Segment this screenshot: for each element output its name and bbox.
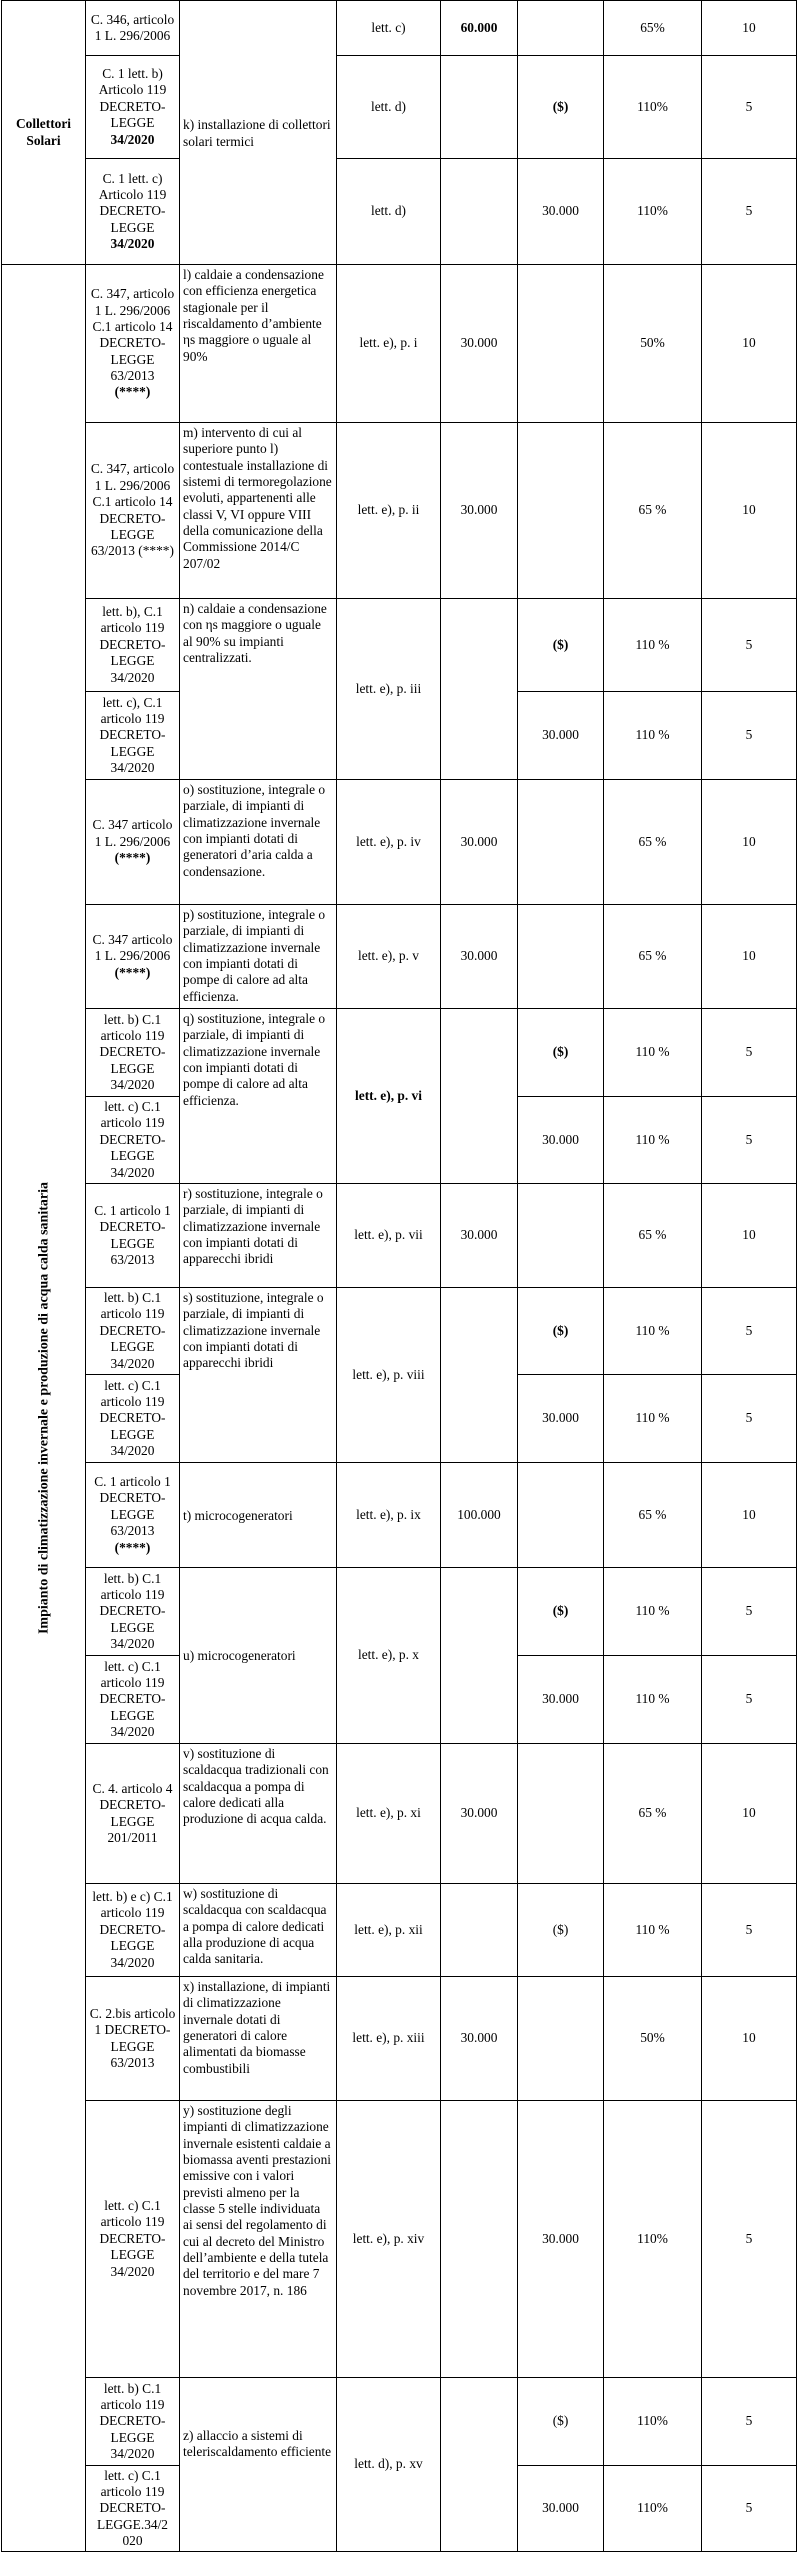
- norm-cell: C. 347, articolo 1 L. 296/2006 C.1 articolo 14 DECRETO-LEGGE 63/2013 (****): [86, 423, 180, 599]
- limit-cell: [518, 265, 604, 423]
- table-row: [2, 1884, 797, 1977]
- years-cell: 5: [702, 1288, 797, 1375]
- intervention-cell: w) sostituzione di scaldacqua con scaldacqua a pompa di calore dedicati alla produzione di acqua calda sanitaria.: [180, 1884, 337, 1977]
- amount-cell: 30.000: [441, 1977, 518, 2101]
- amount-cell: [441, 56, 518, 159]
- norm-cell: C. 1 articolo 1 DECRETO-LEGGE 63/2013 (****): [86, 1463, 180, 1568]
- percent-cell: 110%: [604, 2378, 702, 2466]
- letter-cell: lett. e), p. ii: [337, 423, 441, 599]
- table-row: [2, 1009, 797, 1097]
- amount-cell: [441, 599, 518, 780]
- limit-cell: [518, 423, 604, 599]
- letter-cell: lett. c): [337, 1, 441, 56]
- percent-cell: 65 %: [604, 1184, 702, 1288]
- table-row: [2, 1184, 797, 1288]
- limit-cell: [518, 1744, 604, 1884]
- table-row: [2, 56, 797, 159]
- percent-cell: 110%: [604, 2101, 702, 2378]
- intervention-cell: k) installazione di collettori solari termici: [180, 1, 337, 265]
- norm-cell: C. 347 articolo 1 L. 296/2006 (****): [86, 905, 180, 1009]
- letter-cell: lett. e), p. ix: [337, 1463, 441, 1568]
- years-cell: 5: [702, 1097, 797, 1184]
- limit-cell: 30.000: [518, 1656, 604, 1744]
- years-cell: 10: [702, 780, 797, 905]
- limit-cell: [518, 1977, 604, 2101]
- percent-cell: 65 %: [604, 423, 702, 599]
- amount-cell: [441, 1568, 518, 1744]
- limit-cell: [518, 905, 604, 1009]
- table-row: [2, 159, 797, 265]
- limit-cell: [518, 1, 604, 56]
- years-cell: 10: [702, 423, 797, 599]
- intervention-cell: l) caldaie a condensazione con efficienza energetica stagionale per il riscaldamento d’ambiente ηs maggiore o uguale al 90%: [180, 265, 337, 423]
- intervention-cell: r) sostituzione, integrale o parziale, di impianti di climatizzazione invernale con impianti dotati di apparecchi ibridi: [180, 1184, 337, 1288]
- letter-cell: lett. d), p. xv: [337, 2378, 441, 2552]
- years-cell: 5: [702, 2378, 797, 2466]
- percent-cell: 110%: [604, 159, 702, 265]
- percent-cell: 110 %: [604, 599, 702, 692]
- years-cell: 10: [702, 265, 797, 423]
- years-cell: 10: [702, 1744, 797, 1884]
- intervention-cell: t) microcogeneratori: [180, 1463, 337, 1568]
- norm-cell: C. 1 lett. c) Articolo 119 DECRETO-LEGGE 34/2020: [86, 159, 180, 265]
- intervention-cell: p) sostituzione, integrale o parziale, di impianti di climatizzazione invernale con impianti dotati di pompe di calore ad alta efficienza.: [180, 905, 337, 1009]
- limit-cell: ($): [518, 56, 604, 159]
- amount-cell: [441, 1009, 518, 1184]
- intervention-cell: y) sostituzione degli impianti di climatizzazione invernale esistenti caldaie a biomassa aventi prestazioni emissive con i valori previsti almeno per la classe 5 stelle individuata ai sensi del regolamento di cui al decreto del Ministro dell’ambiente e della tutela del territorio e del mare 7 novembre 2017, n. 186: [180, 2101, 337, 2378]
- letter-cell: lett. e), p. i: [337, 265, 441, 423]
- limit-cell: [518, 1463, 604, 1568]
- years-cell: 5: [702, 1568, 797, 1656]
- years-cell: 5: [702, 56, 797, 159]
- years-cell: 5: [702, 2101, 797, 2378]
- years-cell: 5: [702, 1375, 797, 1463]
- years-cell: 5: [702, 159, 797, 265]
- norm-cell: lett. c) C.1 articolo 119 DECRETO-LEGGE 34/2020: [86, 1656, 180, 1744]
- letter-cell: lett. e), p. viii: [337, 1288, 441, 1463]
- table-row: [2, 1463, 797, 1568]
- percent-cell: 110 %: [604, 1884, 702, 1977]
- norm-cell: lett. c) C.1 articolo 119 DECRETO-LEGGE 34/2020: [86, 1097, 180, 1184]
- percent-cell: 65%: [604, 1, 702, 56]
- years-cell: 5: [702, 1656, 797, 1744]
- category-heating: Impianto di climatizzazione invernale e produzione di acqua calda sanitaria: [2, 265, 86, 2552]
- norm-cell: C. 2.bis articolo 1 DECRETO-LEGGE 63/2013: [86, 1977, 180, 2101]
- table-row: [2, 1744, 797, 1884]
- letter-cell: lett. e), p. xiii: [337, 1977, 441, 2101]
- percent-cell: 110 %: [604, 1656, 702, 1744]
- norm-cell: lett. b) C.1 articolo 119 DECRETO-LEGGE 34/2020: [86, 1288, 180, 1375]
- table-row: [2, 265, 797, 423]
- table-row: [2, 780, 797, 905]
- years-cell: 10: [702, 1463, 797, 1568]
- years-cell: 10: [702, 1184, 797, 1288]
- years-cell: 5: [702, 2466, 797, 2552]
- letter-cell: lett. e), p. vii: [337, 1184, 441, 1288]
- incentives-table: [1, 0, 797, 2552]
- percent-cell: 110 %: [604, 1009, 702, 1097]
- years-cell: 10: [702, 1977, 797, 2101]
- amount-cell: 30.000: [441, 265, 518, 423]
- percent-cell: 65 %: [604, 1463, 702, 1568]
- percent-cell: 110 %: [604, 1097, 702, 1184]
- limit-cell: ($): [518, 1009, 604, 1097]
- limit-cell: ($): [518, 599, 604, 692]
- norm-cell: C. 1 articolo 1 DECRETO-LEGGE 63/2013: [86, 1184, 180, 1288]
- letter-cell: lett. e), p. v: [337, 905, 441, 1009]
- letter-cell: lett. e), p. xii: [337, 1884, 441, 1977]
- letter-cell: lett. e), p. x: [337, 1568, 441, 1744]
- years-cell: 10: [702, 905, 797, 1009]
- percent-cell: 65 %: [604, 1744, 702, 1884]
- limit-cell: 30.000: [518, 1375, 604, 1463]
- limit-cell: ($): [518, 1288, 604, 1375]
- percent-cell: 50%: [604, 1977, 702, 2101]
- years-cell: 5: [702, 599, 797, 692]
- limit-cell: 30.000: [518, 2101, 604, 2378]
- letter-cell: lett. d): [337, 159, 441, 265]
- letter-cell: lett. e), p. xi: [337, 1744, 441, 1884]
- norm-cell: lett. b), C.1 articolo 119 DECRETO-LEGGE 34/2020: [86, 599, 180, 692]
- amount-cell: 30.000: [441, 1744, 518, 1884]
- limit-cell: 30.000: [518, 2466, 604, 2552]
- letter-cell: lett. d): [337, 56, 441, 159]
- limit-cell: ($): [518, 2378, 604, 2466]
- percent-cell: 65 %: [604, 905, 702, 1009]
- table-row: [2, 1, 797, 56]
- intervention-cell: s) sostituzione, integrale o parziale, di impianti di climatizzazione invernale con impianti dotati di apparecchi ibridi: [180, 1288, 337, 1463]
- norm-cell: lett. b) C.1 articolo 119 DECRETO-LEGGE 34/2020: [86, 1568, 180, 1656]
- percent-cell: 110 %: [604, 1288, 702, 1375]
- table-row: [2, 2378, 797, 2466]
- table-row: [2, 423, 797, 599]
- table-row: [2, 905, 797, 1009]
- letter-cell: lett. e), p. vi: [337, 1009, 441, 1184]
- table-row: [2, 1568, 797, 1656]
- percent-cell: 65 %: [604, 780, 702, 905]
- intervention-cell: z) allaccio a sistemi di teleriscaldamento efficiente: [180, 2378, 337, 2552]
- limit-cell: 30.000: [518, 692, 604, 780]
- limit-cell: [518, 1184, 604, 1288]
- norm-cell: lett. b) C.1 articolo 119 DECRETO-LEGGE 34/2020: [86, 1009, 180, 1097]
- norm-cell: lett. b) C.1 articolo 119 DECRETO-LEGGE 34/2020: [86, 2378, 180, 2466]
- intervention-cell: m) intervento di cui al superiore punto l) contestuale installazione di sistemi di termoregolazione evoluti, appartenenti alle classi V, VI oppure VIII della comunicazione della Commissione 2014/C 207/02: [180, 423, 337, 599]
- percent-cell: 110 %: [604, 1568, 702, 1656]
- amount-cell: 30.000: [441, 905, 518, 1009]
- percent-cell: 110%: [604, 56, 702, 159]
- letter-cell: lett. e), p. xiv: [337, 2101, 441, 2378]
- table-row: [2, 1977, 797, 2101]
- percent-cell: 50%: [604, 265, 702, 423]
- intervention-cell: u) microcogeneratori: [180, 1568, 337, 1744]
- norm-cell: C. 347 articolo 1 L. 296/2006 (****): [86, 780, 180, 905]
- years-cell: 5: [702, 692, 797, 780]
- limit-cell: 30.000: [518, 1097, 604, 1184]
- norm-cell: C. 4. articolo 4 DECRETO-LEGGE 201/2011: [86, 1744, 180, 1884]
- amount-cell: 30.000: [441, 1184, 518, 1288]
- amount-cell: [441, 159, 518, 265]
- intervention-cell: n) caldaie a condensazione con ηs maggiore o uguale al 90% su impianti centralizzati.: [180, 599, 337, 780]
- limit-cell: 30.000: [518, 159, 604, 265]
- intervention-cell: q) sostituzione, integrale o parziale, di impianti di climatizzazione invernale con impianti dotati di pompe di calore ad alta efficienza.: [180, 1009, 337, 1184]
- years-cell: 10: [702, 1, 797, 56]
- limit-cell: ($): [518, 1884, 604, 1977]
- amount-cell: [441, 2378, 518, 2552]
- norm-cell: lett. c), C.1 articolo 119 DECRETO-LEGGE 34/2020: [86, 692, 180, 780]
- letter-cell: lett. e), p. iii: [337, 599, 441, 780]
- norm-cell: lett. c) C.1 articolo 119 DECRETO-LEGGE 34/2020: [86, 1375, 180, 1463]
- amount-cell: 30.000: [441, 780, 518, 905]
- amount-cell: [441, 1884, 518, 1977]
- norm-cell: lett. b) e c) C.1 articolo 119 DECRETO-LEGGE 34/2020: [86, 1884, 180, 1977]
- intervention-cell: o) sostituzione, integrale o parziale, di impianti di climatizzazione invernale con impianti dotati di generatori d’aria calda a condensazione.: [180, 780, 337, 905]
- table-row: [2, 2101, 797, 2378]
- limit-cell: [518, 780, 604, 905]
- amount-cell: 100.000: [441, 1463, 518, 1568]
- amount-cell: [441, 2101, 518, 2378]
- amount-cell: 60.000: [441, 1, 518, 56]
- intervention-cell: v) sostituzione di scaldacqua tradizionali con scaldacqua a pompa di calore dedicati alla produzione di acqua calda.: [180, 1744, 337, 1884]
- amount-cell: [441, 1288, 518, 1463]
- table-row: [2, 1288, 797, 1375]
- percent-cell: 110%: [604, 2466, 702, 2552]
- limit-cell: ($): [518, 1568, 604, 1656]
- norm-cell: C. 1 lett. b) Articolo 119 DECRETO-LEGGE 34/2020: [86, 56, 180, 159]
- norm-cell: C. 347, articolo 1 L. 296/2006 C.1 articolo 14 DECRETO-LEGGE 63/2013 (****): [86, 265, 180, 423]
- norm-cell: C. 346, articolo 1 L. 296/2006: [86, 1, 180, 56]
- letter-cell: lett. e), p. iv: [337, 780, 441, 905]
- percent-cell: 110 %: [604, 1375, 702, 1463]
- norm-cell: lett. c) C.1 articolo 119 DECRETO-LEGGE.34/2 020: [86, 2466, 180, 2552]
- amount-cell: 30.000: [441, 423, 518, 599]
- intervention-cell: x) installazione, di impianti di climatizzazione invernale dotati di generatori di calore alimentati da biomasse combustibili: [180, 1977, 337, 2101]
- years-cell: 5: [702, 1884, 797, 1977]
- years-cell: 5: [702, 1009, 797, 1097]
- table-row: [2, 599, 797, 692]
- norm-cell: lett. c) C.1 articolo 119 DECRETO-LEGGE 34/2020: [86, 2101, 180, 2378]
- category-solar: Collettori Solari: [2, 1, 86, 265]
- percent-cell: 110 %: [604, 692, 702, 780]
